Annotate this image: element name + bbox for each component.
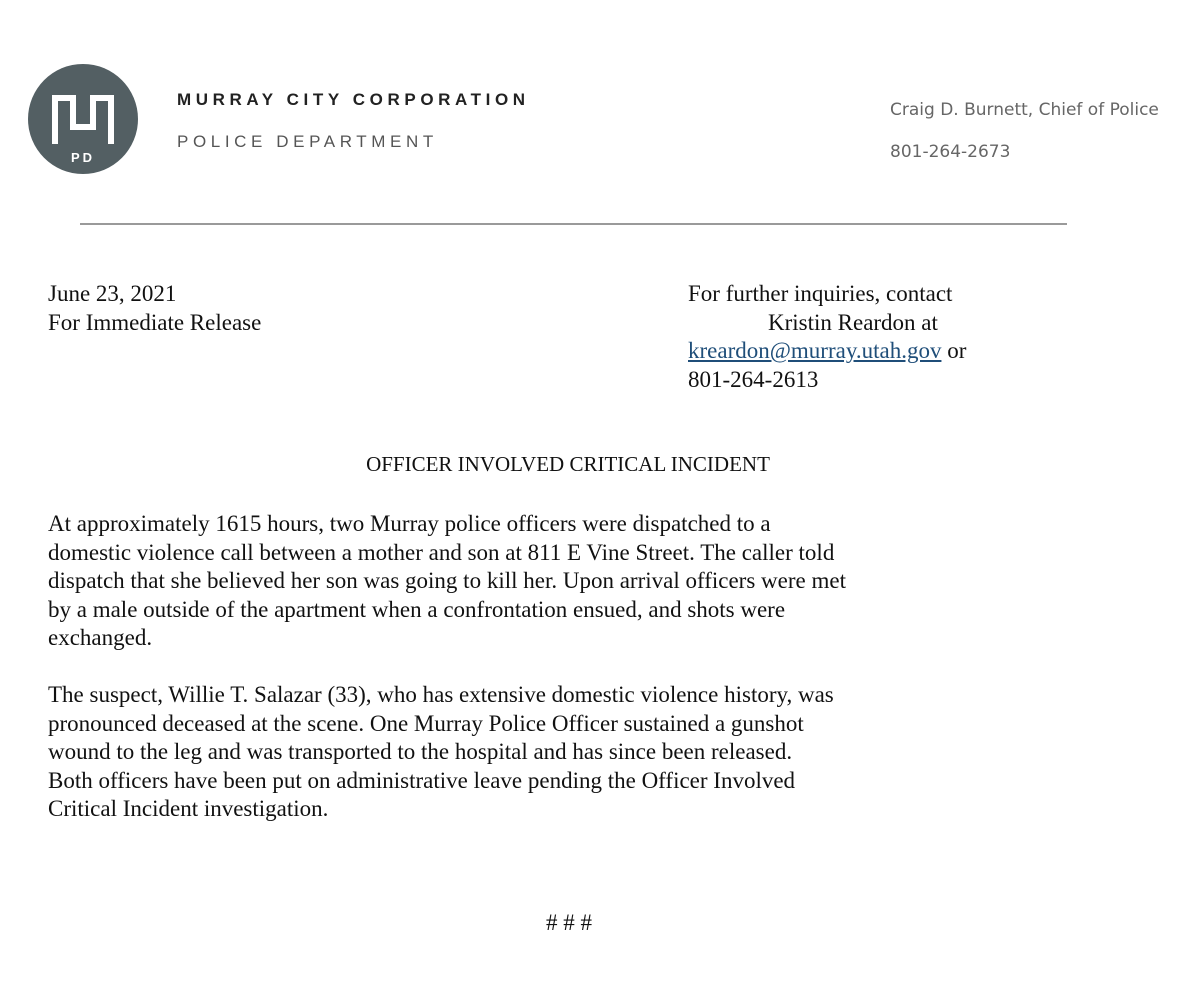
release-date: June 23, 2021 — [48, 281, 177, 306]
department-phone: 801-264-2673 — [890, 142, 1011, 162]
paragraph-line: At approximately 1615 hours, two Murray police officers were dispatched to a — [48, 511, 771, 536]
contact-or-text: or — [941, 338, 967, 363]
paragraph-line: Both officers have been put on administrative leave pending the Officer Involved — [48, 767, 796, 793]
headline: OFFICER INVOLVED CRITICAL INCIDENT — [366, 452, 770, 476]
contact-phone: 801-264-2613 — [688, 366, 819, 392]
paragraph-line: wound to the leg and was transported to the hospital and has since been released. — [48, 739, 793, 764]
org-name: MURRAY CITY CORPORATION — [177, 90, 530, 109]
paragraph-line: exchanged. — [48, 625, 153, 650]
chief-of-police: Craig D. Burnett, Chief of Police — [890, 100, 1159, 120]
contact-email-link[interactable]: kreardon@murray.utah.gov — [688, 338, 942, 363]
paragraph-line: pronounced deceased at the scene. One Murray Police Officer sustained a gunshot — [48, 710, 804, 736]
paragraph-line: dispatch that she believed her son was going to kill her. Upon arrival officers were met — [48, 568, 846, 593]
contact-email-line — [688, 337, 966, 366]
contact-name: Kristin Reardon at — [768, 309, 938, 335]
body-paragraph-1 — [48, 510, 1108, 653]
paragraph-line: The suspect, Willie T. Salazar (33), who has extensive domestic violence history, was — [48, 682, 834, 707]
paragraph-line: by a male outside of the apartment when a confrontation ensued, and shots were — [48, 596, 786, 622]
contact-intro: For further inquiries, contact — [688, 281, 953, 306]
paragraph-line: domestic violence call between a mother and son at 811 E Vine Street. The caller told — [48, 539, 835, 565]
header-divider — [80, 223, 1067, 225]
end-of-release-mark: # # # — [546, 910, 592, 935]
release-type: For Immediate Release — [48, 309, 262, 335]
paragraph-line: Critical Incident investigation. — [48, 796, 329, 821]
logo-pd-text: PD — [70, 150, 96, 165]
body-paragraph-2 — [48, 681, 1108, 824]
release-info — [48, 280, 261, 337]
contact-info — [688, 280, 966, 394]
department-name: POLICE DEPARTMENT — [177, 132, 438, 151]
murray-pd-logo — [28, 64, 138, 174]
